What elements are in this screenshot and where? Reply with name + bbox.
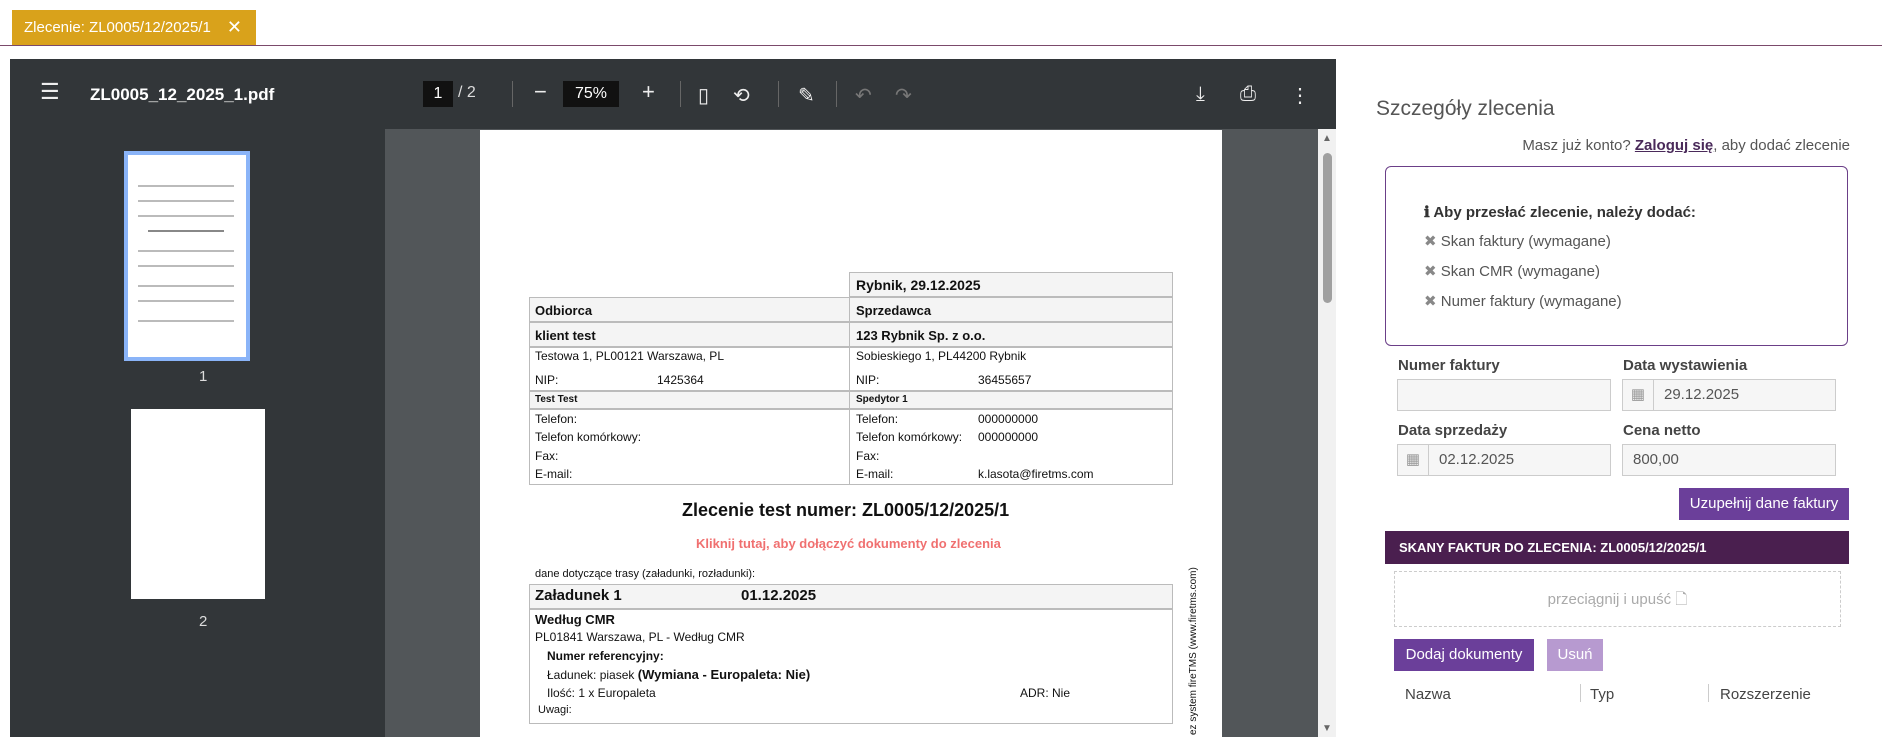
doc-seller-nip: 36455657 xyxy=(978,373,1032,387)
requirement-item: ✖ Skan CMR (wymagane) xyxy=(1424,263,1600,280)
zoom-in-icon[interactable]: + xyxy=(642,79,655,104)
scans-header: SKANY FAKTUR DO ZLECENIA: ZL0005/12/2025/1 xyxy=(1385,531,1849,564)
doc-order-title: Zlecenie test numer: ZL0005/12/2025/1 xyxy=(682,500,1010,520)
pdf-viewer xyxy=(10,59,1336,737)
pdf-page xyxy=(480,130,1222,737)
doc-phone-label: Telefon: xyxy=(856,412,899,426)
scroll-up-icon[interactable]: ▲ xyxy=(1322,133,1332,144)
column-divider xyxy=(1580,684,1581,702)
doc-fax-label: Fax: xyxy=(535,449,559,463)
tab-order[interactable] xyxy=(12,10,256,45)
doc-recipient-heading: Odbiorca xyxy=(535,303,593,318)
doc-quantity: Ilość: 1 x Europaleta xyxy=(547,686,656,700)
page-total: / 2 xyxy=(458,84,476,101)
add-documents-button[interactable]: Dodaj dokumenty xyxy=(1394,639,1534,671)
requirement-item: ✖ Skan faktury (wymagane) xyxy=(1424,233,1611,250)
doc-cmr-address: PL01841 Warszawa, PL - Według CMR xyxy=(535,630,745,644)
doc-email-label: E-mail: xyxy=(856,467,894,481)
column-header-type[interactable]: Typ xyxy=(1590,686,1615,703)
doc-remarks: Uwagi: xyxy=(538,704,572,716)
thumbnail-label: 1 xyxy=(199,368,208,385)
menu-icon[interactable]: ☰ xyxy=(40,79,60,104)
net-price-input[interactable]: 800,00 xyxy=(1622,444,1836,476)
doc-side-note: ez system fireTMS (www.firetms.com) xyxy=(1188,567,1199,735)
doc-loading-date: 01.12.2025 xyxy=(741,587,817,604)
thumbnail-page-2[interactable] xyxy=(131,409,265,599)
thumbnail-panel xyxy=(10,129,385,737)
doc-fax-label: Fax: xyxy=(856,449,880,463)
doc-email-label: E-mail: xyxy=(535,467,573,481)
zoom-input[interactable]: 75% xyxy=(563,81,619,107)
tab-bar xyxy=(0,0,1882,46)
divider xyxy=(680,81,681,107)
doc-mobile-label: Telefon komórkowy: xyxy=(535,430,642,444)
doc-seller-phone: 000000000 xyxy=(978,412,1039,426)
x-icon: ✖ xyxy=(1424,233,1437,250)
issue-date-input[interactable]: ▦ 29.12.2025 xyxy=(1622,379,1836,411)
doc-seller-email: k.lasota@firetms.com xyxy=(978,467,1094,481)
file-icon: 🗋 xyxy=(1675,591,1688,608)
complete-invoice-button[interactable]: Uzupełnij dane faktury xyxy=(1679,488,1849,520)
login-prompt: Masz już konto? Zaloguj się, aby dodać zlecenie xyxy=(1522,137,1850,154)
requirements-title: ℹ Aby przesłać zlecenie, należy dodać: xyxy=(1424,204,1696,221)
tab-label: Zlecenie: ZL0005/12/2025/1 xyxy=(24,19,211,36)
doc-mobile-label: Telefon komórkowy: xyxy=(856,430,963,444)
doc-recipient-nip: 1425364 xyxy=(657,373,704,387)
fit-page-icon[interactable]: ▯ xyxy=(698,85,710,107)
scrollbar-thumb[interactable] xyxy=(1323,153,1332,303)
rotate-icon[interactable]: ⟲ xyxy=(733,85,750,107)
column-header-extension[interactable]: Rozszerzenie xyxy=(1720,686,1811,703)
doc-cargo: Ładunek: piasek (Wymiana - Europaleta: Nie) xyxy=(547,667,811,682)
doc-seller-mobile: 000000000 xyxy=(978,430,1039,444)
net-price-label: Cena netto xyxy=(1623,422,1701,439)
delete-button[interactable]: Usuń xyxy=(1547,639,1603,671)
doc-seller-address: Sobieskiego 1, PL44200 Rybnik xyxy=(856,349,1027,363)
requirements-box xyxy=(1385,166,1848,346)
page-number-input[interactable]: 1 xyxy=(423,81,453,107)
zoom-out-icon[interactable]: − xyxy=(534,79,547,104)
doc-route-note: dane dotyczące trasy (załadunki, rozładunki): xyxy=(535,568,756,580)
doc-recipient-address: Testowa 1, PL00121 Warszawa, PL xyxy=(535,349,724,363)
more-options-icon[interactable]: ⋮ xyxy=(1290,85,1310,107)
invoice-number-label: Numer faktury xyxy=(1398,357,1500,374)
doc-recipient-name: klient test xyxy=(535,328,596,343)
sale-date-label: Data sprzedaży xyxy=(1398,422,1508,439)
doc-recipient-contact: Test Test xyxy=(535,394,578,405)
doc-phone-label: Telefon: xyxy=(535,412,578,426)
order-details-panel xyxy=(1370,59,1882,737)
panel-title: Szczegóły zlecenia xyxy=(1376,97,1555,120)
thumbnail-label: 2 xyxy=(199,613,208,630)
undo-icon[interactable]: ↶ xyxy=(855,85,872,107)
issue-date-label: Data wystawienia xyxy=(1623,357,1748,374)
doc-attach-link[interactable]: Kliknij tutaj, aby dołączyć dokumenty do zlecenia xyxy=(696,536,1001,551)
login-link[interactable]: Zaloguj się xyxy=(1634,137,1714,154)
doc-cmr: Według CMR xyxy=(535,612,615,627)
column-divider xyxy=(1708,684,1709,702)
doc-nip-label: NIP: xyxy=(856,373,880,387)
divider xyxy=(836,81,837,107)
x-icon: ✖ xyxy=(1424,263,1437,280)
doc-nip-label: NIP: xyxy=(535,373,559,387)
divider xyxy=(778,81,779,107)
print-icon[interactable]: ⎙ xyxy=(1240,83,1256,105)
invoice-number-input[interactable] xyxy=(1397,379,1611,411)
pdf-filename: ZL0005_12_2025_1.pdf xyxy=(90,85,275,104)
doc-date-line: Rybnik, 29.12.2025 xyxy=(856,277,981,293)
scroll-down-icon[interactable]: ▼ xyxy=(1322,723,1332,734)
info-icon: ℹ xyxy=(1424,204,1430,221)
calendar-icon: ▦ xyxy=(1398,445,1429,475)
download-icon[interactable]: ⤓ xyxy=(1196,83,1205,105)
doc-loading-heading: Załadunek 1 xyxy=(535,587,622,604)
doc-seller-name: 123 Rybnik Sp. z o.o. xyxy=(856,328,986,343)
calendar-icon: ▦ xyxy=(1623,380,1654,410)
doc-seller-heading: Sprzedawca xyxy=(856,303,932,318)
thumbnail-page-1[interactable] xyxy=(124,151,250,361)
doc-adr: ADR: Nie xyxy=(1020,686,1071,700)
draw-icon[interactable]: ✎ xyxy=(798,85,815,107)
x-icon: ✖ xyxy=(1424,293,1437,310)
sale-date-input[interactable]: ▦ 02.12.2025 xyxy=(1397,444,1611,476)
pdf-toolbar xyxy=(10,59,1336,129)
close-icon[interactable]: ✕ xyxy=(226,17,242,37)
requirement-item: ✖ Numer faktury (wymagane) xyxy=(1424,293,1622,310)
redo-icon[interactable]: ↷ xyxy=(895,85,912,107)
pdf-scrollbar[interactable] xyxy=(1318,129,1336,737)
divider xyxy=(512,81,513,107)
dropzone[interactable]: przeciągnij i upuść 🗋 xyxy=(1394,571,1841,627)
column-header-name[interactable]: Nazwa xyxy=(1405,686,1451,703)
doc-ref-label: Numer referencyjny: xyxy=(547,649,664,663)
doc-seller-contact: Spedytor 1 xyxy=(856,394,908,405)
